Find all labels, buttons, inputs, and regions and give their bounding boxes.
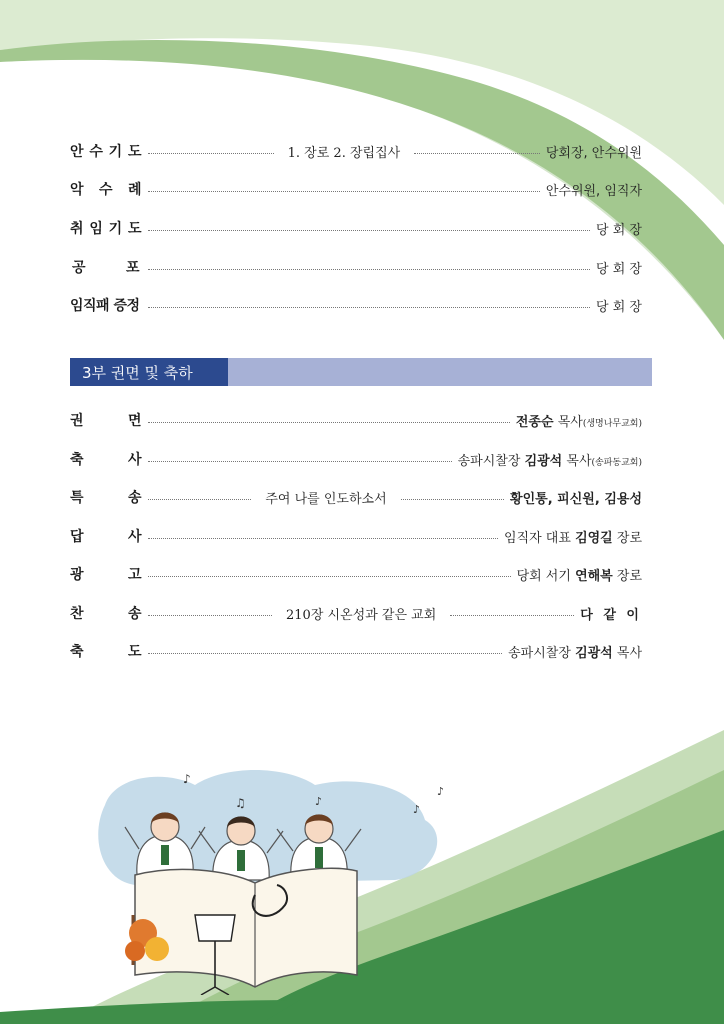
row-right-text: 당회 서기 연해복 장로 <box>516 568 642 584</box>
section-title: 3부 권면 및 축하 <box>70 358 228 386</box>
row-label: 공 포 <box>72 260 140 276</box>
dotted-leader <box>148 538 498 539</box>
row-label: 특 송 <box>70 490 142 506</box>
row-label: 취 임 기 도 <box>70 221 142 237</box>
choir-singers-illustration <box>95 765 455 995</box>
program-row-exhortation <box>70 408 642 432</box>
row-label: 축 도 <box>70 644 142 660</box>
part3-program <box>70 0 642 680</box>
row-label: 권 면 <box>70 413 142 429</box>
row-right-text: 당 회 장 <box>596 261 642 277</box>
dotted-leader <box>450 615 574 616</box>
row-middle-text: 주여 나를 인도하소서 <box>265 491 387 507</box>
row-right-text: 당회장, 안수위원 <box>545 145 643 161</box>
row-right-text: 송파시찰장 김광석 목사 <box>508 645 642 661</box>
program-row-congratulation <box>70 447 642 471</box>
row-label: 답 사 <box>70 529 142 545</box>
row-right-text: 당 회 장 <box>596 299 642 315</box>
program-row-response <box>70 524 642 548</box>
program-row-hymn <box>70 601 642 625</box>
music-note-icon: ♪ <box>183 772 191 786</box>
program-row-special-song <box>70 485 642 509</box>
music-note-icon: ♪ <box>413 803 421 816</box>
row-label: 임직패 증정 <box>70 298 140 314</box>
dotted-leader <box>401 499 504 500</box>
row-right-text: 당 회 장 <box>596 222 642 238</box>
program-row-benediction <box>70 639 642 663</box>
program-row-announcement <box>70 562 642 586</box>
dotted-leader <box>148 422 510 423</box>
music-note-icon: ♪ <box>437 785 445 798</box>
row-label: 축 사 <box>70 452 142 468</box>
dotted-leader <box>148 499 251 500</box>
music-note-icon: ♫ <box>235 796 246 810</box>
row-label: 광 고 <box>70 567 142 583</box>
row-right-text: 임직자 대표 김영길 장로 <box>504 530 642 546</box>
dotted-leader <box>148 576 511 577</box>
dotted-leader <box>148 615 272 616</box>
row-middle-text: 1. 장로 2. 장립집사 <box>287 145 401 161</box>
dotted-leader <box>148 461 452 462</box>
dotted-leader <box>148 653 502 654</box>
open-book <box>135 868 357 987</box>
row-label: 찬 송 <box>70 606 142 622</box>
music-note-icon: ♪ <box>315 795 323 808</box>
row-middle-text: 210장 시온성과 같은 교회 <box>286 607 437 623</box>
row-right-text: 황인통, 피신원, 김용성 <box>510 491 642 507</box>
row-right-text: 송파시찰장 김광석 목사(송파동교회) <box>457 453 642 469</box>
row-right-text: 전종순 목사(생명나무교회) <box>515 414 642 430</box>
row-right-text: 안수위원, 임직자 <box>545 183 642 199</box>
row-label: 악 수 례 <box>70 182 142 198</box>
row-label: 안 수 기 도 <box>70 144 142 160</box>
row-right-text: 다 같 이 <box>580 607 642 623</box>
